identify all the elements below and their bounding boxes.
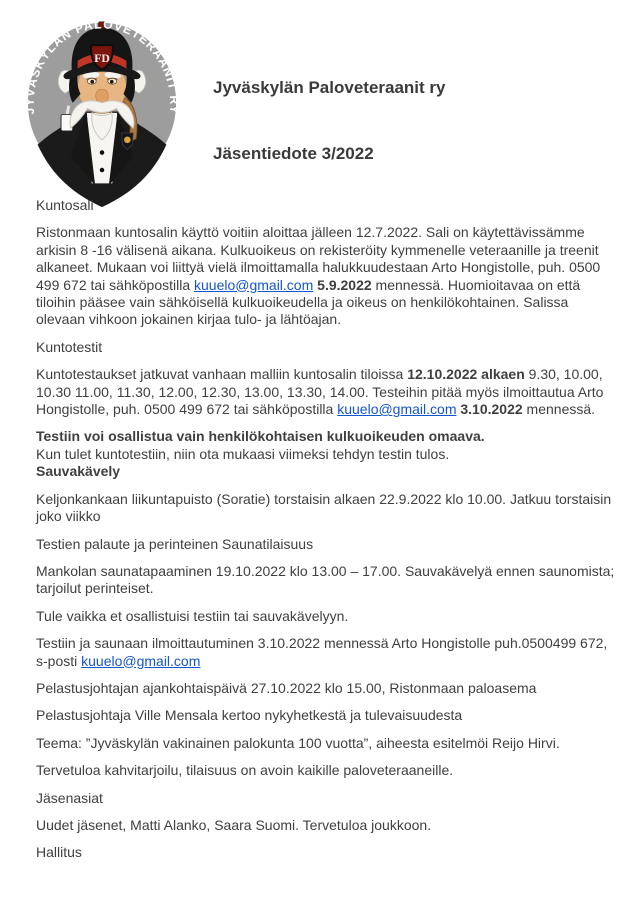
bold-text: 12.10.2022 alkaen — [407, 366, 525, 383]
text-run: Kuntotestaukset jatkuvat vanhaan malliin kuntosalin tiloissa — [36, 366, 408, 383]
text-run: Keljonkankaan liikuntapuisto (Soratie) torstaisin alkaen 22.9.2022 klo 10.00. Jatkuu torstaisin joko viikko — [36, 490, 612, 525]
org-title: Jyväskylän Paloveteraanit ry — [213, 78, 446, 97]
heading-hallitus — [36, 844, 621, 861]
emblem-arc-text: JYVÄSKYLÄN PALOVETERAANIT RY — [22, 17, 182, 116]
text-run: Kun tulet kuntotestiin, niin ota mukaasi viimeksi tehdyn testin tulos. — [36, 445, 450, 462]
para-tule-vaikka — [36, 608, 621, 625]
email-link[interactable]: kuuelo@gmail.com — [337, 401, 457, 418]
text-run: Jäsenasiat — [36, 789, 103, 806]
text-run: Tule vaikka et osallistuisi testiin tai sauvakävelyyn. — [36, 607, 349, 624]
para-tervetuloa — [36, 762, 621, 779]
para-uudet-jasenet — [36, 817, 621, 834]
para-testien-palaute — [36, 536, 621, 553]
para-kuntosali — [36, 224, 621, 328]
text-run: Mankolan saunatapaaminen 19.10.2022 klo 13.00 – 17.00. Sauvakävelyä ennen saunomista; tarjoilut perinteiset. — [36, 562, 615, 597]
text-run: Tervetuloa kahvitarjoilu, tilaisuus on avoin kaikille paloveteraaneille. — [36, 762, 454, 779]
heading-jasenasiat — [36, 790, 621, 807]
text-run: Ristonmaan kuntosalin käyttö voitiin aloittaa jälleen 12.7.2022. Sali on käytettävissämme arkisin 8 -16 välisenä aikana. Kulkuoikeus on rekisteröity kymmenelle veteraanille ja treenit alkaneet. Mukaan voi liittyä vielä ilmoittamalla halukkuudestaan Arto Hongistolle, puh. 0500 499 672 tai sähköpostilla — [36, 224, 601, 293]
text-run: mennessä. — [522, 401, 596, 418]
para-teema — [36, 735, 621, 752]
bold-text: 3.10.2022 — [460, 401, 523, 418]
text-run: Kuntotestit — [36, 338, 103, 355]
text-run: Pelastusjohtaja Ville Mensala kertoo nykyhetkestä ja tulevaisuudesta — [36, 707, 463, 724]
email-link[interactable]: kuuelo@gmail.com — [81, 652, 201, 669]
para-ville-mensala — [36, 707, 621, 724]
para-test-result — [36, 446, 621, 463]
heading-kuntotestit — [36, 339, 621, 356]
email-link[interactable]: kuuelo@gmail.com — [194, 276, 314, 293]
para-test-access — [36, 428, 621, 445]
text-run: Testiin ja saunaan ilmoittautuminen 3.10.2022 mennessä Arto Hongistolle puh.0500499 672, s-posti — [36, 635, 608, 669]
bold-text: 5.9.2022 — [317, 276, 372, 293]
bold-text: Sauvakävely — [36, 463, 121, 480]
text-run: Kuntosali — [36, 197, 94, 213]
para-kuntotestit — [36, 366, 621, 418]
heading-sauvakavely — [36, 463, 621, 480]
newsletter-title: Jäsentiedote 3/2022 — [213, 144, 374, 163]
text-run: mennessä. Huomioitavaa on että tiloihin pääsee vain sähköisellä kulkuoikeudella ja oikeus on henkilökohtainen. Salissa olevaan vihkoon jokainen kirjaa tulo- ja lähtöajan. — [36, 276, 581, 328]
text-run: Uudet jäsenet, Matti Alanko, Saara Suomi. Tervetuloa joukkoon. — [36, 816, 432, 833]
club-logo — [22, 12, 182, 212]
text-run: Hallitus — [36, 844, 82, 861]
para-ilmoittautuminen — [36, 635, 621, 670]
para-sauvakavely — [36, 491, 621, 526]
document-body — [36, 197, 621, 872]
para-pelastusjohtajan-paiva — [36, 680, 621, 697]
bold-text: Testiin voi osallistua vain henkilökohtaisen kulkuoikeuden omaava. — [36, 428, 485, 445]
heading-kuntosali — [36, 197, 621, 214]
fireman-emblem-icon — [22, 12, 182, 212]
text-run: 9.30, 10.00, 10.30 11.00, 11.30, 12.00, 12.30, 13.00, 13.30, 14.00. Testeihin pitää myös ilmoittautua Arto Hongistolle, puh. 0500 499 672 tai sähköpostilla — [36, 366, 604, 418]
text-run: Pelastusjohtajan ajankohtaispäivä 27.10.2022 klo 15.00, Ristonmaan paloasema — [36, 679, 537, 696]
text-run: Testien palaute ja perinteinen Saunatilaisuus — [36, 535, 314, 552]
text-run: Teema: ”Jyväskylän vakinainen palokunta 100 vuotta”, aiheesta esitelmöi Reijo Hirvi. — [36, 734, 560, 751]
helmet-badge-text: FD — [94, 51, 110, 65]
para-mankola — [36, 563, 621, 598]
